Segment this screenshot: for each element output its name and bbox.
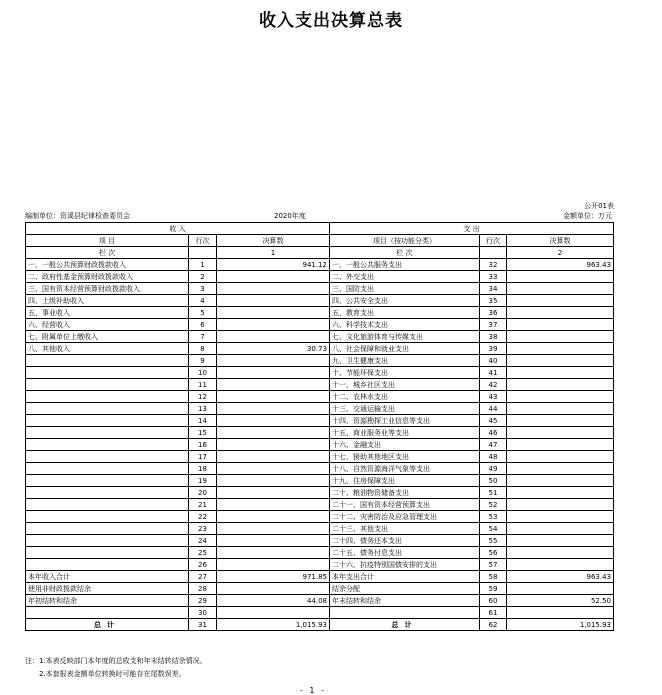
income-amount-cell: [217, 319, 330, 331]
expense-rowno-cell: 59: [480, 583, 507, 595]
income-amount-cell: [217, 391, 330, 403]
income-amount-cell: [217, 427, 330, 439]
income-rowno-cell: 11: [189, 379, 217, 391]
income-amount-cell: [217, 463, 330, 475]
income-expense-table: [25, 222, 614, 631]
income-item-cell: 六、经营收入: [26, 319, 189, 331]
income-item-cell: [26, 391, 189, 403]
income-amount-cell: [217, 499, 330, 511]
expense-item-cell: 二十五、债务付息支出: [330, 547, 480, 559]
expense-rowno-cell: 46: [480, 427, 507, 439]
expense-amount-cell: [507, 451, 614, 463]
expense-item-cell: 三、国防支出: [330, 283, 480, 295]
expense-item-cell: 二十、粮油物资储备支出: [330, 487, 480, 499]
fiscal-year: 2020年度: [274, 212, 306, 220]
income-item-cell: [26, 559, 189, 571]
expense-item-cell: 二十六、抗疫特别国债安排的支出: [330, 559, 480, 571]
expense-amount-cell: [507, 391, 614, 403]
expense-item-cell: 十、节能环保支出: [330, 367, 480, 379]
expense-amount-cell: [507, 607, 614, 619]
income-amount-cell: [217, 271, 330, 283]
expense-rowno-cell: 56: [480, 547, 507, 559]
income-amount-cell: [217, 331, 330, 343]
table-row: [26, 619, 614, 631]
expense-rowno-cell: 48: [480, 451, 507, 463]
table-row: [26, 559, 614, 571]
income-item-cell: [26, 535, 189, 547]
expense-amount-cell: [507, 415, 614, 427]
expense-rowno-cell: 53: [480, 511, 507, 523]
expense-rowno-header: 行次: [480, 235, 507, 247]
expense-item-cell: 本年支出合计: [330, 571, 480, 583]
expense-item-cell: 二十四、债务还本支出: [330, 535, 480, 547]
expense-item-cell: 年末结转和结余: [330, 595, 480, 607]
expense-amount-cell: [507, 499, 614, 511]
expense-item-cell: 结余分配: [330, 583, 480, 595]
income-amount-cell: 44.08: [217, 595, 330, 607]
report-title: 收入支出决算总表: [259, 11, 403, 31]
income-item-cell: 七、附属单位上缴收入: [26, 331, 189, 343]
expense-column-label: 栏 次: [330, 247, 480, 259]
expense-rowno-cell: 60: [480, 595, 507, 607]
table-row: [26, 547, 614, 559]
income-rowno-cell: 22: [189, 511, 217, 523]
table-row: [26, 499, 614, 511]
expense-amount-cell: [507, 319, 614, 331]
income-amount-cell: [217, 523, 330, 535]
income-item-cell: [26, 403, 189, 415]
income-rowno-cell: 17: [189, 451, 217, 463]
header-row-index: [26, 247, 614, 259]
income-rowno-header: 行次: [189, 235, 217, 247]
income-item-cell: [26, 427, 189, 439]
expense-rowno-cell: 55: [480, 535, 507, 547]
table-row: [26, 379, 614, 391]
expense-rowno-cell: 42: [480, 379, 507, 391]
table-row: [26, 475, 614, 487]
footnotes: [25, 655, 207, 681]
table-body: [26, 223, 614, 631]
expense-section-header: 支 出: [330, 223, 614, 235]
table-row: [26, 271, 614, 283]
expense-item-cell: 四、公共安全支出: [330, 295, 480, 307]
table-row: [26, 487, 614, 499]
page-number: - 1 -: [300, 686, 326, 695]
expense-amount-cell: [507, 355, 614, 367]
income-item-cell: [26, 487, 189, 499]
income-amount-cell: 971.85: [217, 571, 330, 583]
income-item-cell: 五、事业收入: [26, 307, 189, 319]
expense-amount-cell: [507, 271, 614, 283]
expense-amount-cell: [507, 403, 614, 415]
income-amount-cell: [217, 583, 330, 595]
expense-item-cell: 七、文化旅游体育与传媒支出: [330, 331, 480, 343]
expense-item-cell: 六、科学技术支出: [330, 319, 480, 331]
expense-item-cell: 二十三、其他支出: [330, 523, 480, 535]
income-amount-cell: [217, 535, 330, 547]
income-item-cell: 使用非财政拨款结余: [26, 583, 189, 595]
income-item-cell: [26, 511, 189, 523]
income-rowno-cell: 2: [189, 271, 217, 283]
income-item-cell: [26, 367, 189, 379]
expense-rowno-cell: 61: [480, 607, 507, 619]
expense-amount-cell: [507, 439, 614, 451]
income-item-cell: [26, 415, 189, 427]
table-row: [26, 367, 614, 379]
income-rowno-cell: 5: [189, 307, 217, 319]
income-rowno-cell: 1: [189, 259, 217, 271]
income-item-cell: [26, 523, 189, 535]
table-row: [26, 331, 614, 343]
table-row: [26, 463, 614, 475]
expense-item-cell: [330, 607, 480, 619]
income-item-cell: [26, 475, 189, 487]
table-row: [26, 607, 614, 619]
expense-rowno-cell: 49: [480, 463, 507, 475]
income-item-cell: 本年收入合计: [26, 571, 189, 583]
expense-amount-header: 决算数: [507, 235, 614, 247]
income-rowno-cell: 15: [189, 427, 217, 439]
income-rowno-cell: 4: [189, 295, 217, 307]
income-rowno-cell: 20: [189, 487, 217, 499]
expense-amount-cell: 963.43: [507, 259, 614, 271]
expense-column-index: 2: [507, 247, 614, 259]
header-row-columns: [26, 235, 614, 247]
income-item-cell: 三、国有资本经营预算财政拨款收入: [26, 283, 189, 295]
table-row: [26, 259, 614, 271]
expense-item-cell: 二、外交支出: [330, 271, 480, 283]
income-rowno-cell: 29: [189, 595, 217, 607]
income-amount-cell: [217, 403, 330, 415]
income-item-cell: [26, 379, 189, 391]
expense-item-cell: 总计: [330, 619, 480, 631]
income-rowno-cell: 6: [189, 319, 217, 331]
income-rowno-cell: 28: [189, 583, 217, 595]
income-amount-cell: [217, 295, 330, 307]
expense-rowno-cell: 35: [480, 295, 507, 307]
expense-rowno-cell: 39: [480, 343, 507, 355]
income-section-header: 收 入: [26, 223, 330, 235]
expense-item-cell: 十一、城乡社区支出: [330, 379, 480, 391]
expense-amount-cell: 1,015.93: [507, 619, 614, 631]
table-row: [26, 451, 614, 463]
expense-amount-cell: [507, 559, 614, 571]
expense-rowno-cell: 36: [480, 307, 507, 319]
expense-amount-cell: [507, 547, 614, 559]
income-amount-cell: [217, 439, 330, 451]
expense-item-header: 项目（按功能分类）: [330, 235, 480, 247]
income-item-cell: [26, 355, 189, 367]
expense-rowno-cell: 32: [480, 259, 507, 271]
income-amount-cell: [217, 547, 330, 559]
table-row: [26, 583, 614, 595]
table-row: [26, 343, 614, 355]
income-column-label: 栏 次: [26, 247, 189, 259]
income-rowno-cell: 12: [189, 391, 217, 403]
income-item-cell: 八、其他收入: [26, 343, 189, 355]
income-rowno-cell: 23: [189, 523, 217, 535]
income-amount-cell: [217, 355, 330, 367]
expense-amount-cell: [507, 427, 614, 439]
income-rowno-cell: 24: [189, 535, 217, 547]
income-amount-cell: [217, 475, 330, 487]
table-row: [26, 355, 614, 367]
income-item-cell: [26, 607, 189, 619]
income-item-cell: 四、上级补助收入: [26, 295, 189, 307]
income-amount-cell: [217, 559, 330, 571]
income-amount-cell: [217, 307, 330, 319]
income-amount-cell: [217, 511, 330, 523]
expense-amount-cell: [507, 331, 614, 343]
income-amount-cell: [217, 451, 330, 463]
expense-rowno-cell: 52: [480, 499, 507, 511]
expense-rowno-cell: 33: [480, 271, 507, 283]
income-amount-cell: 1,015.93: [217, 619, 330, 631]
table-row: [26, 415, 614, 427]
expense-item-cell: 五、教育支出: [330, 307, 480, 319]
table-row: [26, 283, 614, 295]
income-rowno-cell: 8: [189, 343, 217, 355]
expense-amount-cell: [507, 283, 614, 295]
expense-item-cell: 九、卫生健康支出: [330, 355, 480, 367]
expense-rowno-cell: 44: [480, 403, 507, 415]
expense-rowno-cell: 57: [480, 559, 507, 571]
income-amount-cell: [217, 283, 330, 295]
income-rowno-cell: 31: [189, 619, 217, 631]
expense-rowno-cell: 40: [480, 355, 507, 367]
expense-item-cell: 十七、援助其他地区支出: [330, 451, 480, 463]
income-rowno-cell: 19: [189, 475, 217, 487]
income-amount-cell: [217, 607, 330, 619]
expense-amount-cell: [507, 307, 614, 319]
expense-item-cell: 二十一、国有资本经营预算支出: [330, 499, 480, 511]
expense-item-cell: 一、一般公共服务支出: [330, 259, 480, 271]
table-row: [26, 511, 614, 523]
expense-amount-cell: [507, 295, 614, 307]
expense-item-cell: 十四、资源勘探工业信息等支出: [330, 415, 480, 427]
reporting-unit: 编制单位：资溪县纪律检查委员会: [25, 212, 130, 220]
income-rowno-cell: 14: [189, 415, 217, 427]
expense-rowno-cell: 62: [480, 619, 507, 631]
income-item-cell: 一、一般公共预算财政拨款收入: [26, 259, 189, 271]
money-unit: 金额单位：万元: [563, 212, 612, 220]
income-item-cell: [26, 451, 189, 463]
expense-amount-cell: 963.43: [507, 571, 614, 583]
expense-rowno-cell: 54: [480, 523, 507, 535]
income-rowno-cell: 10: [189, 367, 217, 379]
expense-column-empty: [480, 247, 507, 259]
income-amount-cell: [217, 367, 330, 379]
expense-amount-cell: [507, 343, 614, 355]
expense-rowno-cell: 47: [480, 439, 507, 451]
income-rowno-cell: 16: [189, 439, 217, 451]
expense-item-cell: 二十二、灾害防治及应急管理支出: [330, 511, 480, 523]
income-column-index: 1: [217, 247, 330, 259]
table-row: [26, 523, 614, 535]
income-rowno-cell: 21: [189, 499, 217, 511]
income-item-cell: [26, 439, 189, 451]
expense-amount-cell: [507, 487, 614, 499]
expense-item-cell: 十三、交通运输支出: [330, 403, 480, 415]
expense-rowno-cell: 41: [480, 367, 507, 379]
income-rowno-cell: 27: [189, 571, 217, 583]
table-row: [26, 535, 614, 547]
income-rowno-cell: 7: [189, 331, 217, 343]
income-rowno-cell: 3: [189, 283, 217, 295]
income-amount-cell: [217, 487, 330, 499]
income-amount-cell: [217, 379, 330, 391]
table-row: [26, 427, 614, 439]
table-row: [26, 391, 614, 403]
expense-item-cell: 十九、住房保障支出: [330, 475, 480, 487]
expense-rowno-cell: 34: [480, 283, 507, 295]
income-amount-header: 决算数: [217, 235, 330, 247]
income-rowno-cell: 25: [189, 547, 217, 559]
expense-item-cell: 十八、自然资源海洋气象等支出: [330, 463, 480, 475]
expense-rowno-cell: 37: [480, 319, 507, 331]
form-number: 公开01表: [584, 202, 614, 210]
expense-item-cell: 十二、农林水支出: [330, 391, 480, 403]
expense-amount-cell: [507, 535, 614, 547]
expense-amount-cell: [507, 475, 614, 487]
expense-rowno-cell: 58: [480, 571, 507, 583]
income-item-cell: [26, 463, 189, 475]
expense-amount-cell: [507, 583, 614, 595]
expense-amount-cell: 52.50: [507, 595, 614, 607]
income-item-cell: 二、政府性基金预算财政拨款收入: [26, 271, 189, 283]
expense-amount-cell: [507, 379, 614, 391]
expense-rowno-cell: 38: [480, 331, 507, 343]
expense-amount-cell: [507, 463, 614, 475]
table-row: [26, 307, 614, 319]
table-row: [26, 403, 614, 415]
expense-amount-cell: [507, 511, 614, 523]
income-amount-cell: 30.73: [217, 343, 330, 355]
income-rowno-cell: 9: [189, 355, 217, 367]
expense-rowno-cell: 51: [480, 487, 507, 499]
income-amount-cell: [217, 415, 330, 427]
header-row-section: [26, 223, 614, 235]
income-item-cell: 总计: [26, 619, 189, 631]
footnote-2: 2.本套报表金额单位转换时可能存在尾数误差。: [39, 670, 186, 678]
expense-rowno-cell: 45: [480, 415, 507, 427]
expense-rowno-cell: 43: [480, 391, 507, 403]
income-amount-cell: 941.12: [217, 259, 330, 271]
footnote-1: 注：1.本表反映部门本年度的总收支和年末结转结余情况。: [25, 657, 207, 665]
income-item-cell: 年初结转和结余: [26, 595, 189, 607]
expense-rowno-cell: 50: [480, 475, 507, 487]
expense-item-cell: 十六、金融支出: [330, 439, 480, 451]
table-row: [26, 595, 614, 607]
expense-item-cell: 八、社会保障和就业支出: [330, 343, 480, 355]
table-row: [26, 439, 614, 451]
expense-amount-cell: [507, 367, 614, 379]
expense-amount-cell: [507, 523, 614, 535]
table-row: [26, 571, 614, 583]
income-rowno-cell: 13: [189, 403, 217, 415]
income-rowno-cell: 30: [189, 607, 217, 619]
income-item-cell: [26, 499, 189, 511]
income-rowno-cell: 18: [189, 463, 217, 475]
income-column-empty: [189, 247, 217, 259]
report-meta: [25, 211, 612, 221]
income-rowno-cell: 26: [189, 559, 217, 571]
table-row: [26, 295, 614, 307]
table-row: [26, 319, 614, 331]
income-item-cell: [26, 547, 189, 559]
income-item-header: 项 目: [26, 235, 189, 247]
expense-item-cell: 十五、商业服务业等支出: [330, 427, 480, 439]
